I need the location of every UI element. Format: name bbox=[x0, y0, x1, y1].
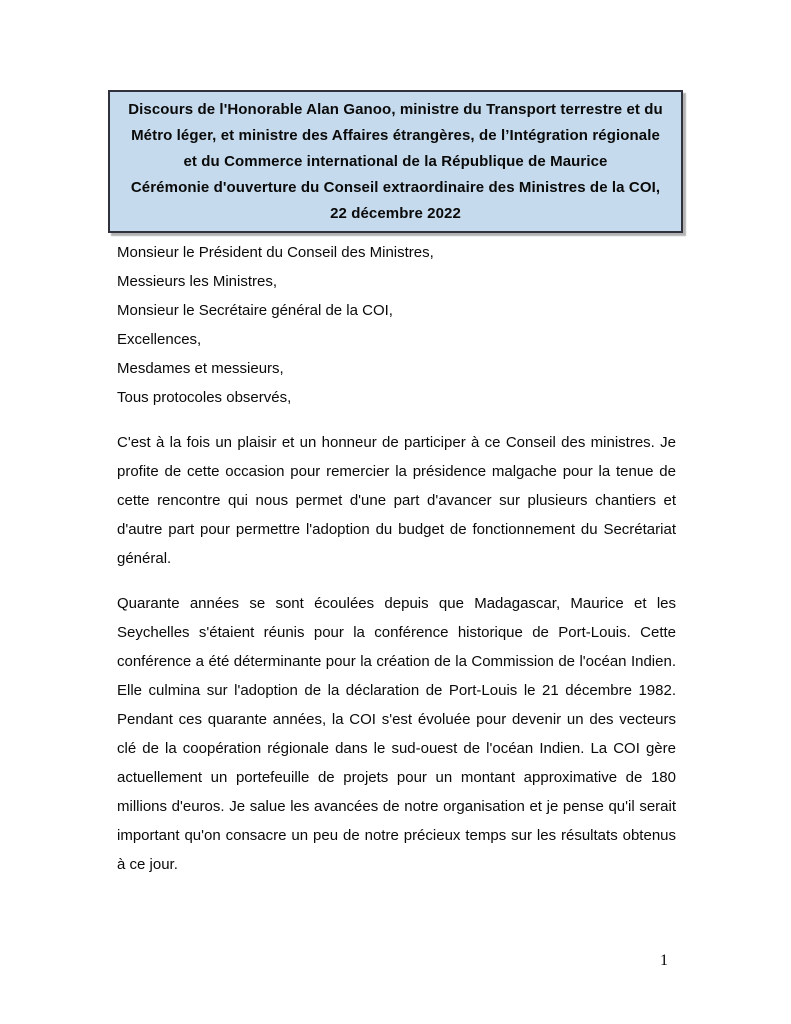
salutation-block bbox=[117, 238, 676, 412]
paragraph-1: C'est à la fois un plaisir et un honneur de participer à ce Conseil des ministres. Je profite de cette occasion pour remercier la présidence malgache pour la tenue de cette rencontre qui nous permet d'une part d'avancer sur plusieurs chantiers et d'autre part pour permettre l'adoption du budget de fonctionnement du Secrétariat général. bbox=[117, 434, 676, 567]
title-line-1: Discours de l'Honorable Alan Ganoo, ministre du Transport terrestre et du bbox=[128, 101, 663, 118]
title-line-3: et du Commerce international de la République de Maurice bbox=[183, 153, 608, 170]
salutation-line-6: Tous protocoles observés, bbox=[117, 389, 292, 406]
salutation-line-1: Monsieur le Président du Conseil des Ministres, bbox=[117, 244, 434, 261]
title-line-2: Métro léger, et ministre des Affaires étrangères, de l’Intégration régionale bbox=[131, 127, 660, 144]
salutation-line-5: Mesdames et messieurs, bbox=[117, 360, 284, 377]
title-line-4: Cérémonie d'ouverture du Conseil extraordinaire des Ministres de la COI, bbox=[130, 179, 661, 196]
page-number: 1 bbox=[660, 952, 668, 969]
salutation-line-3: Monsieur le Secrétaire général de la COI, bbox=[117, 302, 393, 319]
paragraph-2: Quarante années se sont écoulées depuis que Madagascar, Maurice et les Seychelles s'étaient réunis pour la conférence historique de Port-Louis. Cette conférence a été déterminante pour la création de la Commission de l'océan Indien. Elle culmina sur l'adoption de la déclaration de Port-Louis le 21 décembre 1982. Pendant ces quarante années, la COI s'est évoluée pour devenir un des vecteurs clé de la coopération régionale dans le sud-ouest de l'océan Indien. La COI gère actuellement un portefeuille de projets pour un montant approximative de 180 millions d'euros. Je salue les avancées de notre organisation et je pense qu'il serait important qu'on consacre un peu de notre précieux temps sur les résultats obtenus à ce jour. bbox=[117, 595, 676, 873]
salutation-line-4: Excellences, bbox=[117, 331, 202, 348]
speech-body bbox=[117, 238, 676, 879]
title-box bbox=[108, 90, 683, 233]
title-line-5: 22 décembre 2022 bbox=[330, 205, 461, 222]
salutation-line-2: Messieurs les Ministres, bbox=[117, 273, 278, 290]
